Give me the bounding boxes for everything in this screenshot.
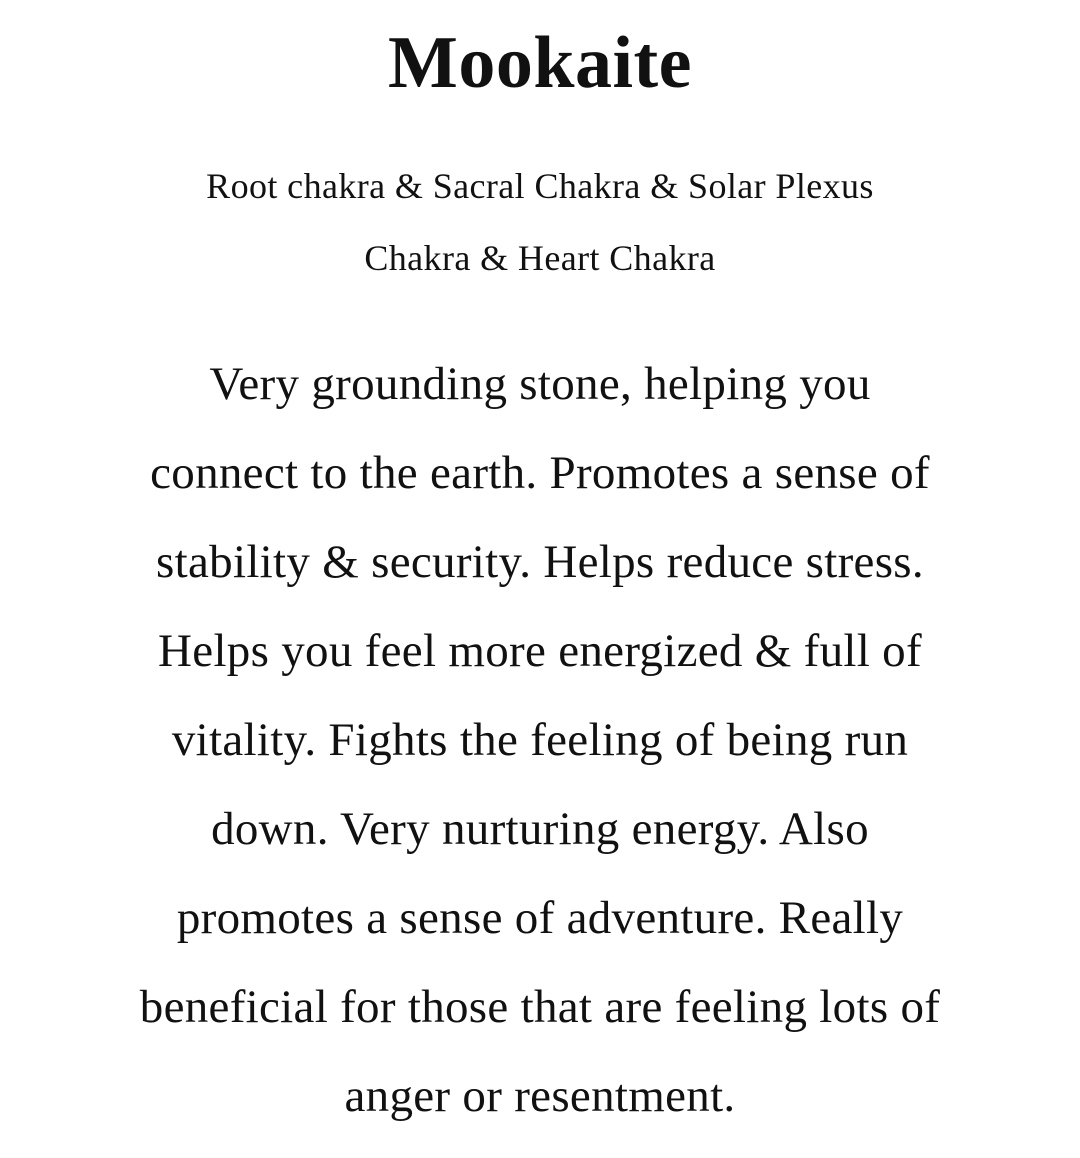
description-line-1: Very grounding stone, helping you: [209, 358, 871, 410]
chakra-line-2: Chakra & Heart Chakra: [364, 238, 716, 278]
description-line-2: connect to the earth. Promotes a sense of: [150, 447, 930, 499]
description-line-9: anger or resentment.: [344, 1070, 736, 1122]
description-line-5: vitality. Fights the feeling of being run: [171, 714, 909, 766]
chakra-line-1: Root chakra & Sacral Chakra & Solar Plexus: [206, 166, 874, 206]
description-line-7: promotes a sense of adventure. Really: [176, 892, 904, 944]
description-line-4: Helps you feel more energized & full of: [158, 625, 922, 677]
description-line-8: beneficial for those that are feeling lots of: [139, 981, 941, 1033]
description-line-6: down. Very nurturing energy. Also: [211, 803, 869, 855]
description-line-3: stability & security. Helps reduce stress.: [156, 536, 924, 588]
stone-title: Mookaite: [387, 22, 693, 104]
chakra-list: [120, 150, 960, 294]
stone-description: [40, 340, 1040, 1141]
